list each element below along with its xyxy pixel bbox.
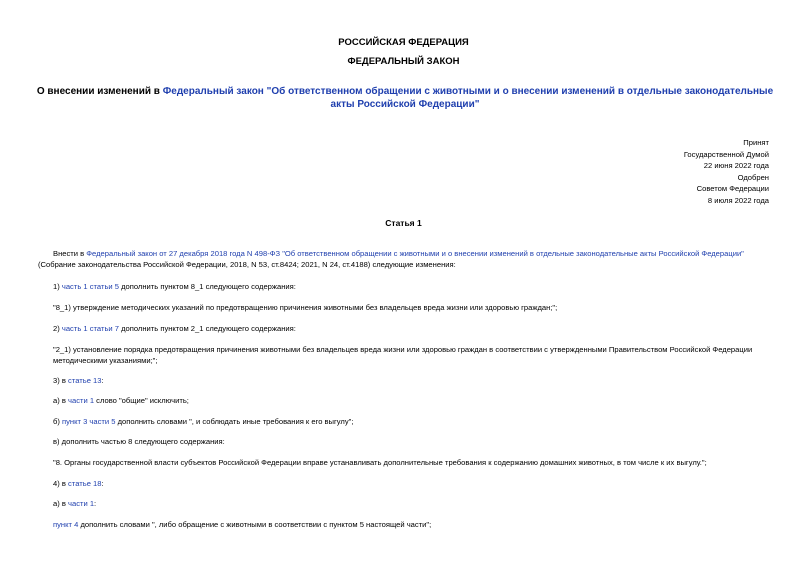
item-2-prefix: 2) — [53, 324, 62, 333]
article-intro — [38, 248, 770, 270]
item-3a-link[interactable]: части 1 — [68, 396, 95, 405]
item-2-link[interactable]: часть 1 статьи 7 — [61, 324, 119, 333]
item-2 — [53, 323, 771, 334]
item-4 — [53, 478, 771, 489]
duma-label: Государственной Думой — [683, 149, 769, 159]
council-date: 8 июля 2022 года — [707, 195, 769, 205]
title-prefix: О внесении изменений в — [36, 86, 163, 97]
item-4-suffix: : — [101, 479, 104, 488]
item-3b-prefix: б) — [53, 417, 62, 426]
item-3c-quote: "8. Органы государственной власти субъектов Российской Федерации вправе устанавливать дополнительные требования к содержанию домашних животных, в том числе к их выгулу."; — [53, 458, 707, 467]
item-3b — [53, 416, 771, 427]
item-3a-suffix: слово "общие" исключить; — [94, 396, 189, 405]
item-4a-suffix: : — [94, 499, 97, 508]
adoption-block — [549, 137, 769, 206]
item-4a-point — [53, 519, 771, 530]
law-type-heading: ФЕДЕРАЛЬНЫЙ ЗАКОН — [347, 56, 460, 67]
item-4a-prefix: а) в — [53, 499, 69, 508]
item-3a-prefix: а) в — [53, 396, 69, 405]
item-3a — [53, 395, 771, 406]
item-3 — [53, 375, 771, 386]
item-4a-point-suffix: дополнить словами ", либо обращение с животными в соответствии с пунктом 5 настоящей части"; — [78, 520, 432, 529]
item-2-suffix: дополнить пунктом 2_1 следующего содержания: — [118, 324, 296, 333]
item-4a — [53, 498, 771, 509]
item-1 — [53, 281, 771, 292]
title-law-link[interactable]: Федеральный закон "Об ответственном обращении с животными и о внесении изменений в отдельные законодательные акты Российской Федерации" — [162, 86, 774, 110]
federation-heading: РОССИЙСКАЯ ФЕДЕРАЦИЯ — [338, 37, 469, 48]
item-1-suffix: дополнить пунктом 8_1 следующего содержания: — [118, 282, 296, 291]
approved-label: Одобрен — [737, 172, 769, 182]
item-3-link[interactable]: статье 13 — [68, 376, 102, 385]
intro-prefix: Внести в — [53, 249, 87, 258]
document-title — [36, 85, 774, 111]
item-2-quote: "2_1) установление порядка предотвращения причинения животными без владельцев вреда жизни или здоровью граждан в соответствии с утвержденными Правительством Российской Федерации методическими указаниями;"; — [53, 345, 753, 366]
article-heading: Статья 1 — [385, 218, 422, 228]
intro-law-link[interactable]: Федеральный закон от 27 декабря 2018 года N 498-ФЗ "Об ответственном обращении с животными и о внесении изменений в отдельные законодательные акты Российской Федерации" — [86, 249, 744, 258]
item-3c: в) дополнить частью 8 следующего содержания: — [53, 437, 225, 446]
council-label: Советом Федерации — [696, 184, 769, 193]
item-1-quote: "8_1) утверждение методических указаний по предотвращению причинения животными без владельцев вреда жизни или здоровью граждан;"; — [53, 303, 558, 312]
item-4a-link[interactable]: части 1 — [68, 499, 95, 508]
duma-date: 22 июня 2022 года — [703, 161, 769, 170]
intro-suffix: (Собрание законодательства Российской Федерации, 2018, N 53, ст.8424; 2021, N 24, ст.4188) следующие изменения: — [38, 260, 456, 270]
item-3-suffix: : — [101, 376, 104, 385]
item-4-link[interactable]: статье 18 — [68, 479, 102, 488]
accepted-label: Принят — [743, 138, 769, 147]
item-4-prefix: 4) в — [53, 479, 69, 488]
item-1-link[interactable]: часть 1 статьи 5 — [61, 282, 119, 291]
item-1-prefix: 1) — [53, 282, 62, 291]
item-3-prefix: 3) в — [53, 376, 69, 385]
item-4a-point-link[interactable]: пункт 4 — [53, 520, 79, 529]
item-3b-suffix: дополнить словами ", и соблюдать иные требования к его выгулу"; — [115, 417, 354, 426]
item-3b-link[interactable]: пункт 3 части 5 — [62, 417, 116, 426]
